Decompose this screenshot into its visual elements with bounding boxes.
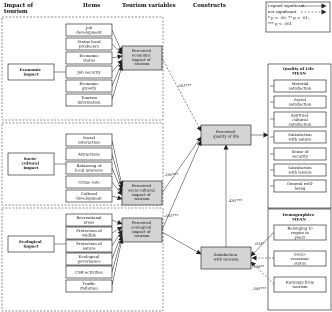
svg-text:Economicgrowth: Economic growth bbox=[79, 81, 99, 91]
legend bbox=[266, 2, 330, 32]
svg-text:Crime rate: Crime rate bbox=[78, 179, 100, 185]
header-tourism-variables: Tourism variables bbox=[122, 3, 176, 9]
item-tourism-information bbox=[66, 94, 112, 106]
impact-ecological bbox=[8, 236, 54, 252]
demo-item-socio-economic-status bbox=[274, 251, 326, 266]
svg-text:Tourisminformation: Tourism information bbox=[77, 95, 101, 105]
svg-text:TrafficPollution: Traffic Pollution bbox=[80, 281, 98, 291]
svg-text:Recreationalareas: Recreational areas bbox=[76, 215, 102, 225]
variable-ecological bbox=[122, 218, 162, 242]
svg-text:Job security: Job security bbox=[77, 69, 101, 75]
coef-economic-qol: .001*** bbox=[177, 83, 192, 88]
item-cultural-development bbox=[66, 190, 112, 202]
svg-text:Satisfactionwith leisure: Satisfaction with leisure bbox=[288, 165, 312, 175]
header-impact: Impact of tourism bbox=[4, 3, 34, 15]
svg-text:Spiritual-culturalsatisfaction: Spiritual-cultural satisfaction bbox=[288, 112, 312, 127]
legend-not-significant: not significant bbox=[268, 9, 297, 14]
svg-text:Satisfaction with touris: Satisfaction with tourism bbox=[213, 252, 239, 262]
svg-text:Culturaldevelopment: Cultural development bbox=[76, 191, 102, 201]
qol-item-satisfaction-with-nature bbox=[274, 131, 326, 143]
item-status-local-producers bbox=[66, 38, 112, 50]
item-economic-growth bbox=[66, 80, 112, 92]
svg-text:Satisfactionwith nature: Satisfaction with nature bbox=[288, 132, 312, 142]
svg-text:Status localproducers: Status local producers bbox=[77, 39, 101, 49]
demo-item-earnings-from-tourism bbox=[274, 277, 326, 292]
svg-text:Perceived quality of lif: Perceived quality of life bbox=[212, 129, 240, 139]
svg-text:Earnings fromtourism: Earnings from tourism bbox=[285, 279, 315, 290]
svg-text:Socialinteraction: Social interaction bbox=[78, 135, 100, 145]
item-protection-of-nature bbox=[66, 240, 112, 252]
svg-text:Socio- cultural im: Socio- cultural impact bbox=[21, 156, 39, 171]
variable-socio-cultural bbox=[122, 181, 162, 205]
coef-socio-qol: .200*** bbox=[164, 172, 179, 177]
svg-text:Socio-economicstatus: Socio-economic status bbox=[290, 251, 310, 266]
svg-text:Attractions: Attractions bbox=[78, 151, 100, 157]
coef-demographics-2: .108** bbox=[252, 264, 265, 269]
svg-text:Economicstatus: Economic status bbox=[79, 53, 99, 63]
legend-significant: Legend significant bbox=[268, 3, 305, 8]
svg-text:General well-being: General well-being bbox=[286, 181, 314, 191]
item-traffic-pollution bbox=[66, 280, 112, 292]
svg-text:Sense ofsecurity: Sense of security bbox=[291, 149, 309, 159]
item-balancing-of-local-interests bbox=[66, 162, 112, 174]
svg-text:Ecologicalgovernance: Ecological governance bbox=[77, 254, 101, 264]
svg-text:CSR activities: CSR activities bbox=[75, 269, 103, 275]
svg-text:Jobdevelopment: Job development bbox=[76, 25, 102, 35]
item-attractions bbox=[66, 148, 112, 160]
impact-socio-cultural bbox=[8, 153, 54, 175]
qol-item-material-satisfaction bbox=[274, 80, 326, 92]
svg-text:Perceived ecological: Perceived ecological impact of tourism bbox=[131, 220, 152, 239]
header-items: Items bbox=[83, 3, 101, 9]
variable-economic bbox=[122, 46, 162, 70]
svg-text:Protection ofnature: Protection of nature bbox=[76, 241, 102, 251]
legend-p-values-1: * p < .05; ** p < .01; bbox=[268, 15, 309, 20]
construct-satisfaction-with-tourism bbox=[201, 247, 251, 269]
legend-p-values-2: *** p < .001 bbox=[268, 21, 292, 26]
coef-demographics-3: .305*** bbox=[252, 286, 267, 291]
demographics-title: Demographics MEAN bbox=[282, 212, 315, 222]
svg-text:Perceived socio-cultural: Perceived socio-cultural impact of tourism bbox=[127, 183, 155, 202]
coef-ecological-qol: .561*** bbox=[164, 213, 179, 218]
svg-text:Perceived economic: Perceived economic impact of tourism bbox=[131, 48, 152, 67]
svg-text:Economic impact: Economic impact bbox=[19, 67, 41, 77]
svg-text:Protection ofwildlife: Protection of wildlife bbox=[76, 228, 102, 238]
item-social-interaction bbox=[66, 134, 112, 146]
header-constructs: Constructs bbox=[193, 3, 226, 9]
svg-text:Materialsatisfaction: Material satisfaction bbox=[288, 81, 312, 91]
item-crime-rate bbox=[66, 176, 112, 188]
item-ecological-governance bbox=[66, 253, 112, 265]
demo-item-belonging-to-region-in-years bbox=[274, 225, 326, 240]
item-job-development bbox=[66, 24, 112, 36]
item-job-security bbox=[66, 66, 112, 78]
qol-item-general-well-being bbox=[274, 180, 326, 192]
qol-item-satisfaction-with-leisure bbox=[274, 164, 326, 176]
impact-economic bbox=[8, 64, 54, 80]
coef-satisfaction-qol: .492*** bbox=[228, 198, 243, 203]
qol-item-social-satisfaction bbox=[274, 96, 326, 108]
quality-of-life-title: Quality of Life MEAN bbox=[282, 66, 314, 76]
svg-text:Ecological impact: Ecological impact bbox=[19, 239, 42, 249]
item-csr-activities bbox=[66, 266, 112, 278]
item-economic-status bbox=[66, 52, 112, 64]
svg-text:Socialsatisfaction: Social satisfaction bbox=[288, 97, 312, 107]
svg-text:Belonging toregion inyears: Belonging to region in years bbox=[287, 225, 313, 240]
qol-item-sense-of-security bbox=[274, 148, 326, 160]
construct-quality-of-life bbox=[201, 125, 251, 145]
item-protection-of-wildlife bbox=[66, 227, 112, 239]
qol-item-spiritual-cultural-satisfaction bbox=[274, 112, 326, 127]
item-recreational-areas bbox=[66, 214, 112, 226]
coef-demographics-1: .031* bbox=[254, 241, 265, 246]
svg-text:Balancing oflocal interests: Balancing of local interests bbox=[75, 163, 103, 173]
